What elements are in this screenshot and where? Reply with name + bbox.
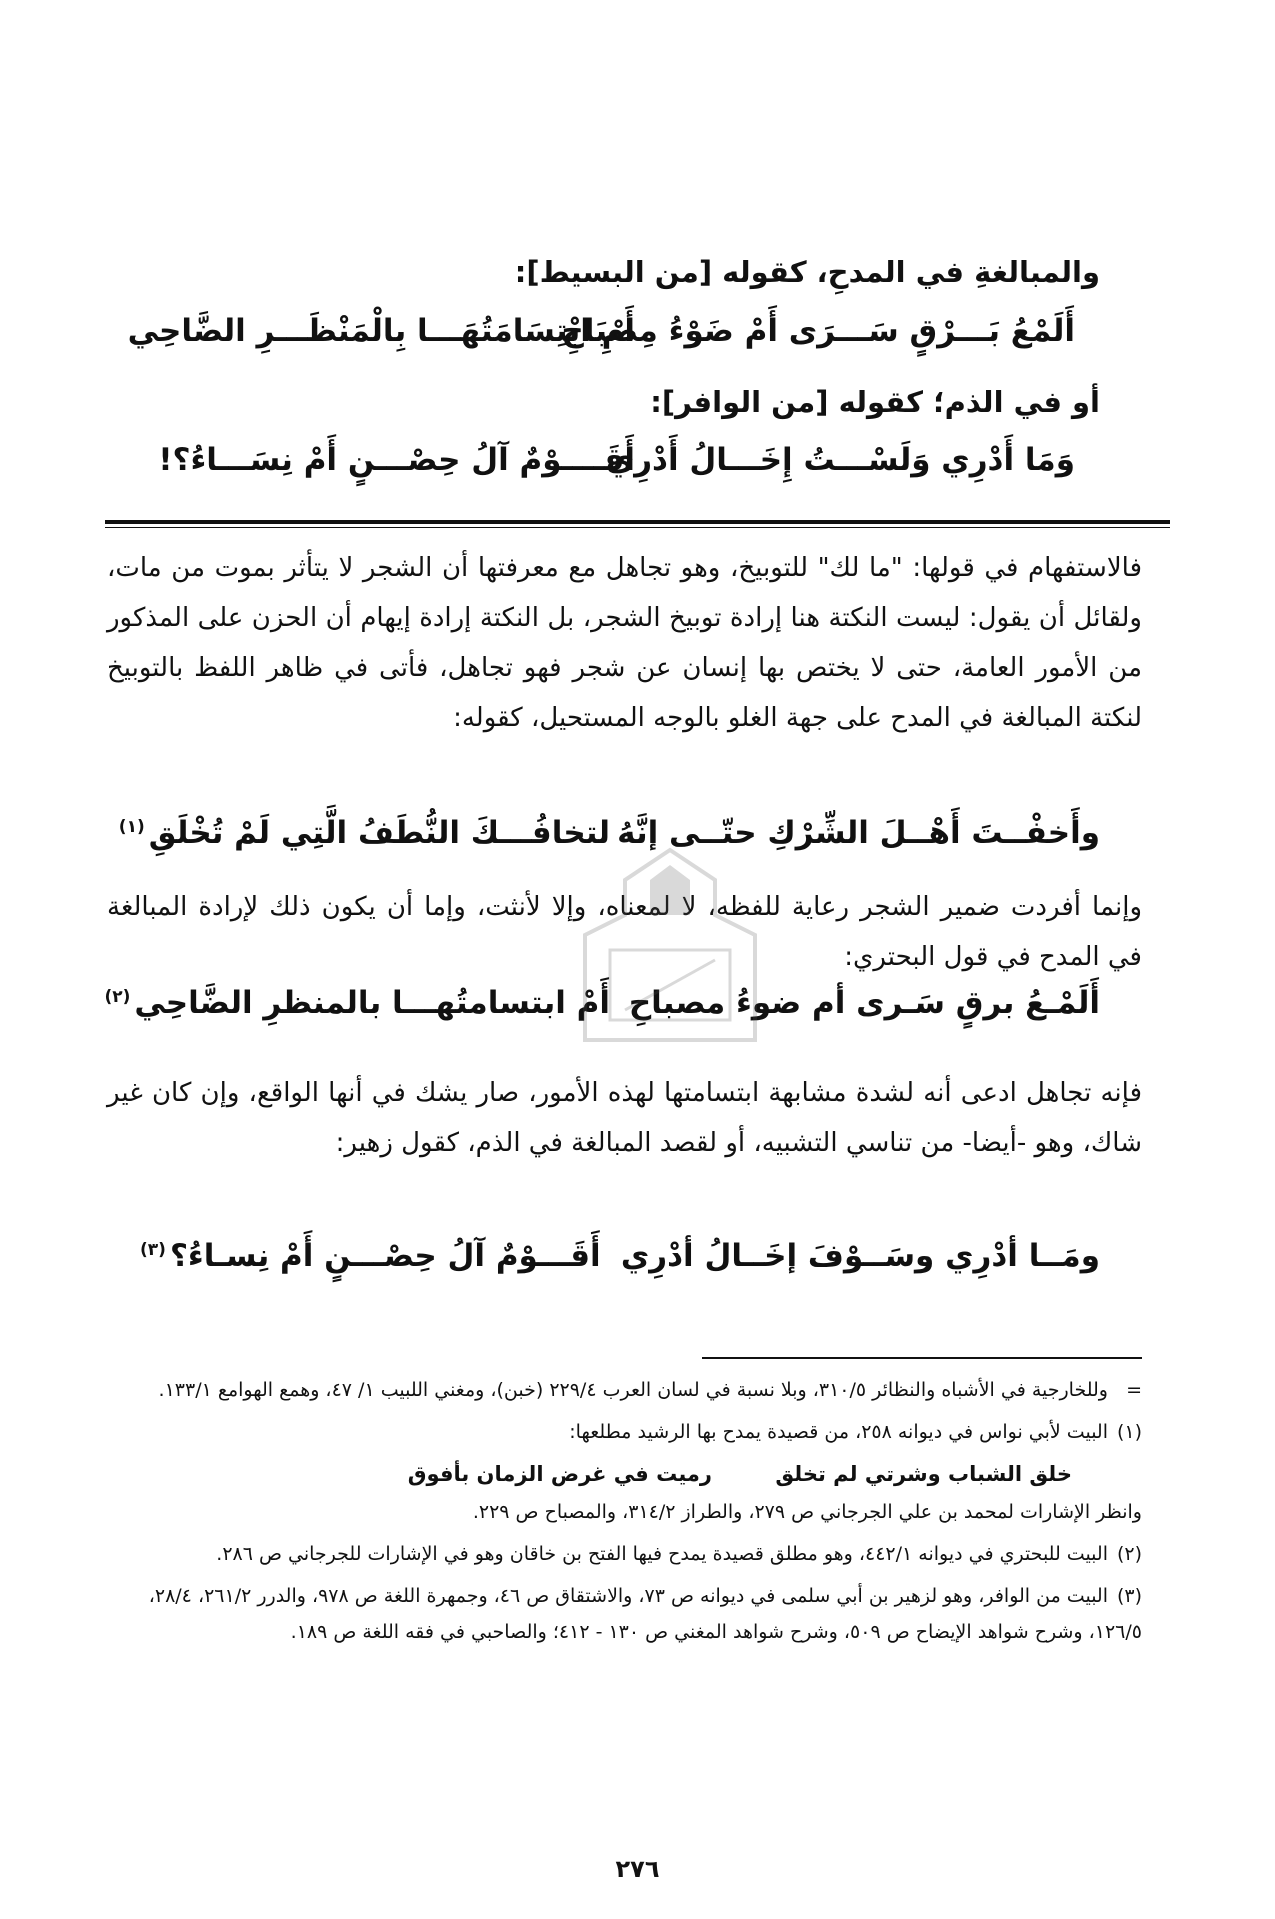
heading-praise: والمبالغةِ في المدحِ، كقوله [من البسيط]: bbox=[514, 255, 1100, 289]
heading-blame: أو في الذم؛ كقوله [من الوافر]: bbox=[650, 385, 1100, 419]
verse-top-1 bbox=[127, 313, 1075, 363]
verse-3-first-hemistich: ومَــا أدْرِي وسَــوْفَ إخَــالُ أدْرِي bbox=[620, 1238, 1100, 1274]
footnote-2-text: البيت للبحتري في ديوانه ٤٤٢/١، وهو مطلق قصيدة يمدح فيها الفتح بن خاقان وهو في الإشارات للجرجاني ص ٢٨٦. bbox=[216, 1543, 1108, 1565]
section-divider-thin bbox=[105, 527, 1170, 528]
footnote-1-verse-first: خلق الشباب وشرتي لم تخلق bbox=[775, 1462, 1072, 1486]
verse-2-second-hemistich bbox=[104, 985, 610, 1021]
footnote-3-marker: (٣) bbox=[1116, 1585, 1142, 1607]
verse-1-second-text: لتخافُـــكَ النُّطَفُ الَّتِي لَمْ تُخْلَقِ bbox=[148, 815, 610, 851]
page-number: ٢٧٦ bbox=[615, 1855, 660, 1883]
section-divider-thick bbox=[105, 520, 1170, 524]
footnote-3-text: البيت من الوافر، وهو لزهير بن أبي سلمى في ديوانه ص ٧٣، والاشتقاق ص ٤٦، وجمهرة اللغة ص ٩٧٨، والدرر ٢٦١/٢، ٢٨/٤، ١٢٦/٥، وشرح شواهد الإيضاح ص ٥٠٩، وشرح شواهد المغني ص ١٣٠ - ٤١٢؛ والصاحبي في فقه اللغة ص ١٨٩. bbox=[148, 1585, 1142, 1643]
footnote-ref-1: (١) bbox=[118, 816, 145, 837]
footnote-continued-text: وللخارجية في الأشباه والنظائر ٣١٠/٥، وبلا نسبة في لسان العرب ٢٢٩/٤ (خبن)، ومغني اللبيب ١/ ٤٧، وهمع الهوامع ١٣٣/١. bbox=[158, 1379, 1108, 1401]
paragraph-2-text: وإنما أفردت ضمير الشجر رعاية للفظه، لا لمعناه، وإلا لأنثت، وإما أن يكون ذلك لإرادة المبالغة في المدح في قول البحتري: bbox=[107, 892, 1142, 972]
paragraph-3-text: فإنه تجاهل ادعى أنه لشدة مشابهة ابتسامتها لهذه الأمور، صار يشك في أنها الواقع، وإن كان غير شاك، وهو -أيضا- من تناسي التشبيه، أو لقصد المبالغة في الذم، كقول زهير: bbox=[107, 1078, 1142, 1158]
footnote-1 bbox=[112, 1414, 1142, 1450]
verse-top-1-first-hemistich: أَلَمْعُ بَـــرْقٍ سَـــرَى أَمْ ضَوْءُ مِصْبَاحِ bbox=[561, 313, 1075, 349]
verse-3-second-text: أَقَـــوْمٌ آلُ حِصْـــنٍ أَمْ نِسـاءُ؟ bbox=[169, 1238, 601, 1274]
verse-3-second-hemistich bbox=[140, 1238, 610, 1274]
verse-1-first-hemistich: وأَخفْــتَ أَهْــلَ الشِّرْكِ حتّــى إنَّهُ bbox=[617, 815, 1100, 851]
footnote-ref-2: (٢) bbox=[104, 986, 131, 1007]
paragraph-1-text: فالاستفهام في قولها: "ما لك" للتوبيخ، وهو تجاهل مع معرفتها أن الشجر لا يتأثر بموت من مات، ولقائل أن يقول: ليست النكتة هنا إرادة توبيخ الشجر، بل النكتة إرادة إيهام أن الحزن على المذكور من الأمور العامة، حتى لا يختص بها إنسان عن شجر فهو تجاهل، فأتى في ظاهر اللفظ بالتوبيخ لنكتة المبالغة في المدح على جهة الغلو بالوجه المستحيل، كقوله: bbox=[107, 553, 1142, 733]
footnote-2 bbox=[112, 1536, 1142, 1572]
paragraph-3 bbox=[107, 1068, 1142, 1168]
verse-2-second-text: أَمْ ابتسامتُهـــا بالمنظرِ الضَّاحِي bbox=[134, 985, 610, 1021]
footnote-1-text: البيت لأبي نواس في ديوانه ٢٥٨، من قصيدة يمدح بها الرشيد مطلعها: bbox=[569, 1421, 1108, 1443]
footnote-1-tail: وانظر الإشارات لمحمد بن علي الجرجاني ص ٢٧٩، والطراز ٣١٤/٢، والمصباح ص ٢٢٩. bbox=[472, 1501, 1142, 1523]
verse-2-first-hemistich: أَلَمْـعُ برقٍ سَـرى أم ضوءُ مصباحِ bbox=[628, 985, 1100, 1021]
verse-top-2 bbox=[158, 442, 1075, 492]
footnote-2-marker: (٢) bbox=[1116, 1543, 1142, 1565]
footnote-3 bbox=[112, 1578, 1142, 1650]
footnote-continued-marker: = bbox=[1126, 1379, 1142, 1401]
library-seal-watermark bbox=[565, 840, 775, 1070]
verse-top-2-first-hemistich: وَمَا أَدْرِي وَلَسْـــتُ إِخَـــالُ أَدْرِي bbox=[605, 442, 1075, 478]
footnote-continued bbox=[112, 1372, 1142, 1408]
verse-top-1-second-hemistich: أَمِ ابْتِسَامَتُهَـــا بِالْمَنْظَـــرِ الضَّاحِي bbox=[127, 313, 635, 349]
verse-1-second-hemistich bbox=[118, 815, 610, 851]
footnote-1-marker: (١) bbox=[1116, 1421, 1142, 1443]
verse-top-2-second-hemistich: أَقَــــوْمٌ آلُ حِصْـــنٍ أَمْ نِسَـــاءُ؟! bbox=[158, 442, 635, 478]
footnote-ref-3: (٣) bbox=[140, 1239, 166, 1260]
footnotes bbox=[112, 1372, 1142, 1656]
paragraph-1 bbox=[107, 543, 1142, 743]
footnote-1-verse bbox=[112, 1456, 1142, 1494]
footnote-1-verse-second: رميت في غرض الزمان بأفوق bbox=[407, 1462, 712, 1486]
verse-3 bbox=[140, 1238, 1100, 1288]
footnote-separator bbox=[702, 1357, 1142, 1359]
